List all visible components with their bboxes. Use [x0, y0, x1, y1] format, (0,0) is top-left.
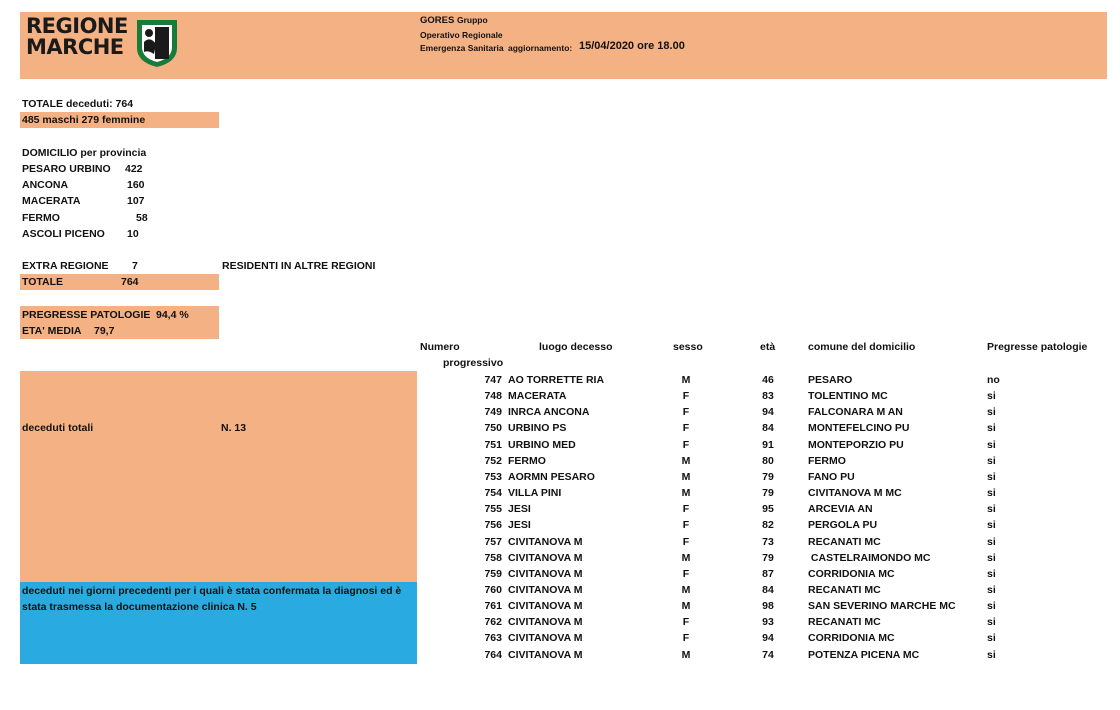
col-header-comune: comune del domicilio	[808, 341, 916, 353]
row-place: JESI	[508, 503, 531, 515]
row-pathology: si	[987, 616, 996, 628]
row-number: 750	[484, 422, 502, 434]
row-place: URBINO MED	[508, 439, 576, 451]
today-deaths-block	[20, 371, 417, 582]
row-pathology: no	[987, 374, 1000, 386]
row-pathology: si	[987, 568, 996, 580]
row-number: 764	[484, 649, 502, 661]
row-sex: F	[682, 439, 690, 451]
row-number: 757	[484, 536, 502, 548]
row-municipality: CORRIDONIA MC	[808, 568, 895, 580]
row-municipality: PESARO	[808, 374, 853, 386]
row-age: 84	[762, 584, 774, 596]
row-sex: F	[682, 568, 690, 580]
row-number: 747	[484, 374, 502, 386]
row-sex: F	[682, 536, 690, 548]
row-sex: M	[681, 649, 691, 661]
shield-icon	[134, 18, 180, 68]
row-sex: F	[682, 519, 690, 531]
row-age: 74	[762, 649, 774, 661]
row-place: MACERATA	[508, 390, 567, 402]
row-municipality: CIVITANOVA M MC	[808, 487, 902, 499]
row-age: 82	[762, 519, 774, 531]
org-line-2: Operativo Regionale	[420, 30, 503, 40]
update-label: aggiornamento:	[508, 43, 573, 53]
row-pathology: si	[987, 406, 996, 418]
row-number: 748	[484, 390, 502, 402]
row-place: CIVITANOVA M	[508, 616, 583, 628]
row-municipality: MONTEPORZIO PU	[808, 439, 904, 451]
row-number: 752	[484, 455, 502, 467]
totale-value: 764	[121, 276, 139, 288]
row-number: 749	[484, 406, 502, 418]
row-municipality: FERMO	[808, 455, 846, 467]
pathology-label: PREGRESSE PATOLOGIE	[22, 309, 151, 321]
row-place: AO TORRETTE RIA	[508, 374, 605, 386]
row-age: 91	[762, 439, 774, 451]
row-place: AORMN PESARO	[508, 471, 595, 483]
row-number: 753	[484, 471, 502, 483]
col-header-eta: età	[760, 341, 776, 353]
row-number: 759	[484, 568, 502, 580]
row-municipality: RECANATI MC	[808, 616, 881, 628]
row-place: URBINO PS	[508, 422, 567, 434]
col-header-sesso: sesso	[673, 341, 703, 353]
row-number: 754	[484, 487, 502, 499]
row-place: CIVITANOVA M	[508, 584, 583, 596]
row-sex: M	[681, 471, 691, 483]
row-age: 84	[762, 422, 774, 434]
row-sex: M	[681, 552, 691, 564]
row-municipality: MONTEFELCINO PU	[808, 422, 910, 434]
row-sex: M	[681, 374, 691, 386]
row-pathology: si	[987, 584, 996, 596]
row-pathology: si	[987, 455, 996, 467]
row-age: 79	[762, 487, 774, 499]
row-place: CIVITANOVA M	[508, 568, 583, 580]
org-title: GORES Gruppo	[420, 15, 488, 26]
previous-days-text-1: deceduti nei giorni precedenti per i quali è stata confermata la diagnosi ed è	[22, 585, 402, 597]
extra-region-label: EXTRA REGIONE	[22, 260, 109, 272]
total-deaths-label: TOTALE deceduti: 764	[22, 98, 134, 110]
row-number: 758	[484, 552, 502, 564]
row-number: 756	[484, 519, 502, 531]
row-number: 760	[484, 584, 502, 596]
row-municipality: FALCONARA M AN	[808, 406, 903, 418]
org-line-3: Emergenza Sanitaria	[420, 43, 504, 53]
row-age: 95	[762, 503, 774, 515]
col-header-progressivo: progressivo	[443, 357, 504, 369]
row-pathology: si	[987, 422, 996, 434]
row-age: 94	[762, 632, 774, 644]
row-age: 98	[762, 600, 774, 612]
row-pathology: si	[987, 600, 996, 612]
row-place: JESI	[508, 519, 531, 531]
update-date: 15/04/2020 ore 18.00	[579, 40, 685, 52]
row-place: CIVITANOVA M	[508, 552, 583, 564]
row-place: CIVITANOVA M	[508, 600, 583, 612]
row-age: 94	[762, 406, 774, 418]
row-sex: F	[682, 503, 690, 515]
row-municipality: SAN SEVERINO MARCHE MC	[808, 600, 956, 612]
row-municipality: POTENZA PICENA MC	[808, 649, 920, 661]
row-place: CIVITANOVA M	[508, 632, 583, 644]
row-municipality: RECANATI MC	[808, 584, 881, 596]
gender-split: 485 maschi 279 femmine	[22, 114, 146, 126]
col-header-luogo: luogo decesso	[539, 341, 613, 353]
row-place: VILLA PINI	[508, 487, 562, 499]
row-municipality: FANO PU	[808, 471, 855, 483]
today-deaths-label: deceduti totali	[22, 422, 94, 434]
row-sex: M	[681, 487, 691, 499]
row-number: 763	[484, 632, 502, 644]
regione-marche-logo	[26, 16, 186, 72]
today-deaths-count: N. 13	[221, 422, 247, 434]
age-value: 79,7	[94, 325, 115, 337]
logo-wordmark: REGIONE MARCHE	[26, 14, 128, 59]
age-label: ETA' MEDIA	[22, 325, 82, 337]
province-ascoli: ASCOLI PICENO	[22, 228, 105, 240]
totale-label: TOTALE	[22, 276, 64, 288]
province-fermo: FERMO	[22, 212, 60, 224]
province-pesaro: PESARO URBINO	[22, 163, 111, 175]
col-header-numero: Numero	[420, 341, 460, 353]
row-pathology: si	[987, 439, 996, 451]
row-sex: F	[682, 632, 690, 644]
row-pathology: si	[987, 632, 996, 644]
row-place: INRCA ANCONA	[508, 406, 590, 418]
pathology-value: 94,4 %	[156, 309, 189, 321]
row-municipality: TOLENTINO MC	[808, 390, 888, 402]
row-pathology: si	[987, 649, 996, 661]
row-pathology: si	[987, 471, 996, 483]
row-sex: F	[682, 406, 690, 418]
row-sex: M	[681, 584, 691, 596]
row-age: 46	[762, 374, 774, 386]
row-municipality: CASTELRAIMONDO MC	[808, 552, 931, 564]
province-ancona-value: 160	[127, 179, 145, 191]
row-place: CIVITANOVA M	[508, 649, 583, 661]
row-sex: F	[682, 422, 690, 434]
row-municipality: CORRIDONIA MC	[808, 632, 895, 644]
province-ascoli-value: 10	[127, 228, 139, 240]
row-age: 79	[762, 552, 774, 564]
row-municipality: RECANATI MC	[808, 536, 881, 548]
row-age: 80	[762, 455, 774, 467]
province-fermo-value: 58	[136, 212, 148, 224]
domicile-title: DOMICILIO per provincia	[22, 147, 147, 159]
row-municipality: PERGOLA PU	[808, 519, 878, 531]
extra-region-value: 7	[132, 260, 138, 272]
row-pathology: si	[987, 390, 996, 402]
row-pathology: si	[987, 536, 996, 548]
row-number: 755	[484, 503, 502, 515]
row-municipality: ARCEVIA AN	[808, 503, 873, 515]
province-macerata-value: 107	[127, 195, 145, 207]
previous-days-text-2: stata trasmessa la documentazione clinica N. 5	[22, 601, 257, 613]
row-sex: F	[682, 390, 690, 402]
row-sex: M	[681, 600, 691, 612]
row-place: CIVITANOVA M	[508, 536, 583, 548]
province-macerata: MACERATA	[22, 195, 81, 207]
row-place: FERMO	[508, 455, 546, 467]
row-age: 79	[762, 471, 774, 483]
row-pathology: si	[987, 552, 996, 564]
row-pathology: si	[987, 519, 996, 531]
col-header-patologie: Pregresse patologie	[987, 341, 1088, 353]
row-age: 87	[762, 568, 774, 580]
row-number: 751	[484, 439, 502, 451]
row-pathology: si	[987, 487, 996, 499]
extra-region-note: RESIDENTI IN ALTRE REGIONI	[222, 260, 376, 272]
row-sex: M	[681, 455, 691, 467]
row-pathology: si	[987, 503, 996, 515]
row-number: 761	[484, 600, 502, 612]
row-age: 83	[762, 390, 774, 402]
row-sex: F	[682, 616, 690, 628]
row-age: 93	[762, 616, 774, 628]
row-number: 762	[484, 616, 502, 628]
row-age: 73	[762, 536, 774, 548]
province-ancona: ANCONA	[22, 179, 69, 191]
province-pesaro-value: 422	[125, 163, 143, 175]
